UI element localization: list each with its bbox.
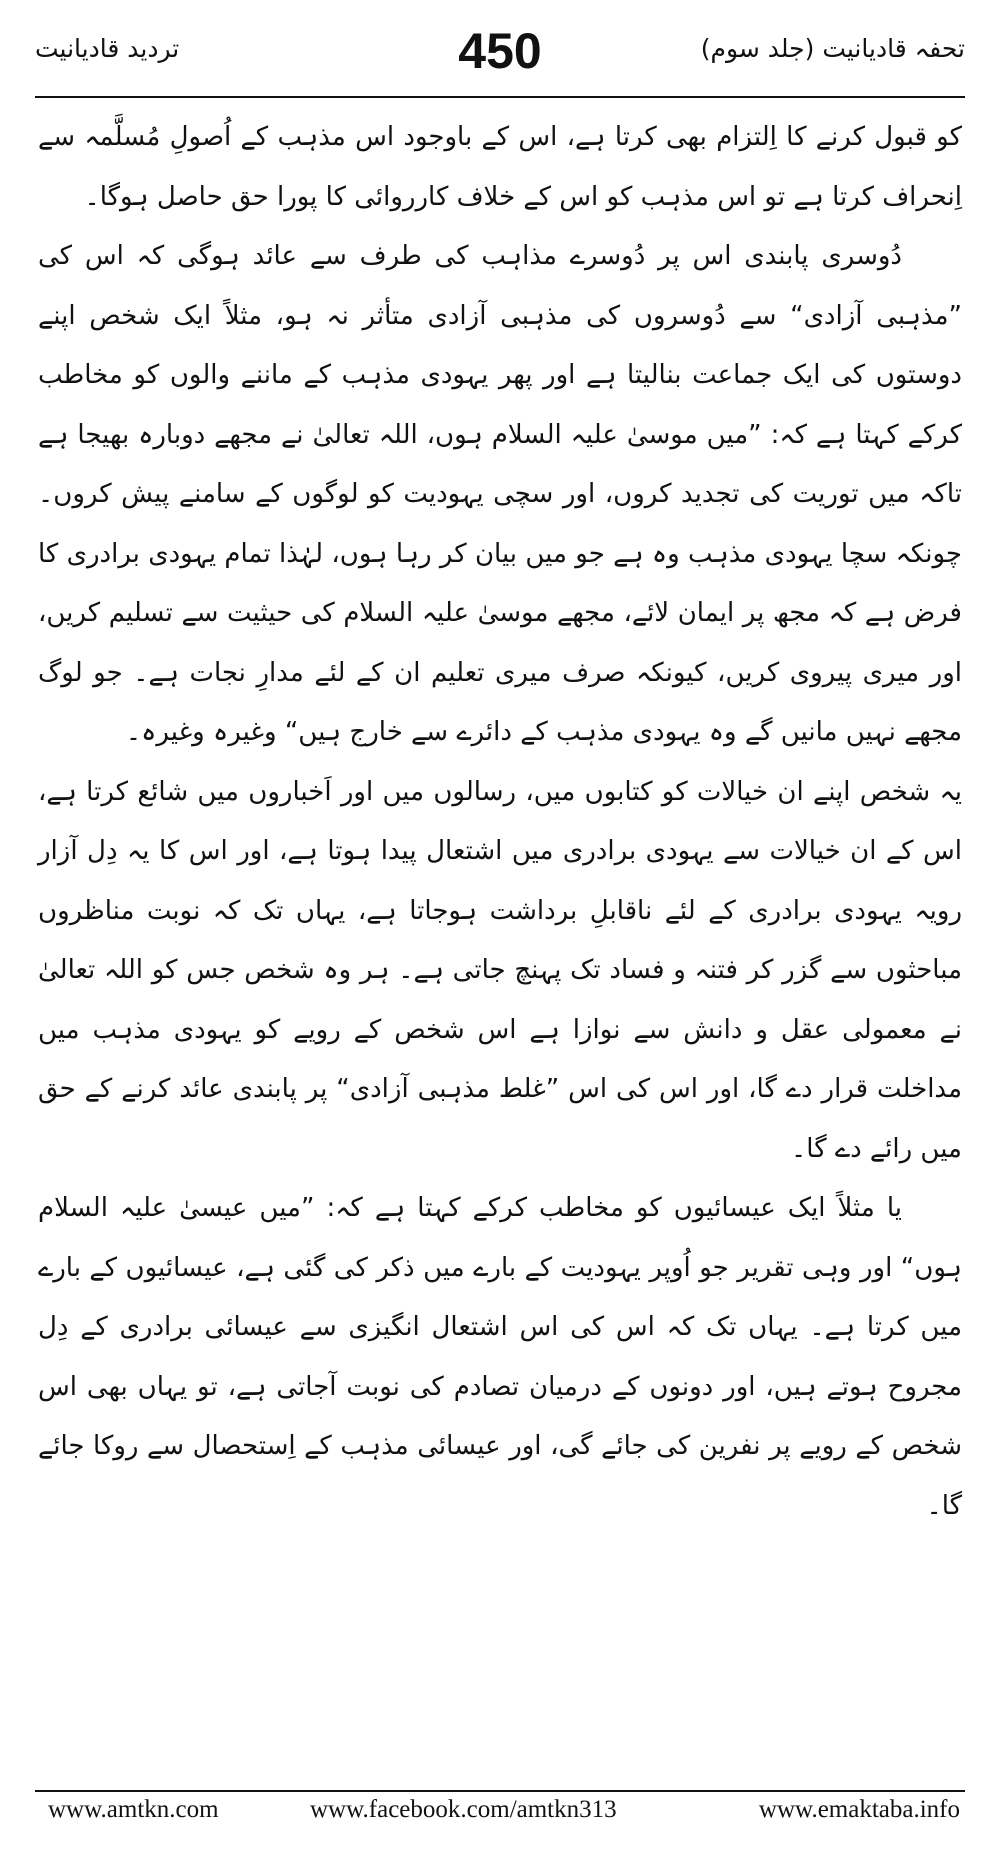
page-number: 450 (458, 23, 542, 79)
page-body (38, 108, 962, 1536)
footer-divider (35, 1790, 965, 1792)
paragraph-2: دُوسری پابندی اس پر دُوسرے مذاہب کی طرف سے عائد ہوگی کہ اس کی ”مذہبی آزادی“ سے دُوسروں کی مذہبی آزادی متأثر نہ ہو، مثلاً ایک شخص اپنے دوستوں کی ایک جماعت بنالیتا ہے اور پھر یہودی مذہب کے ماننے والوں کو مخاطب کرکے کہتا ہے کہ: ”میں موسیٰ علیہ السلام ہوں، اللہ تعالیٰ نے مجھے دوبارہ بھیجا ہے تاکہ میں توریت کی تجدید کروں، اور سچی یہودیت کو لوگوں کے سامنے پیش کروں۔ چونکہ سچا یہودی مذہب وہ ہے جو میں بیان کر رہا ہوں، لہٰذا تمام یہودی برادری کا فرض ہے کہ مجھ پر ایمان لائے، مجھے موسیٰ علیہ السلام کی حیثیت سے تسلیم کریں، اور میری پیروی کریں، کیونکہ صرف میری تعلیم ان کے لئے مدارِ نجات ہے۔ جو لوگ مجھے نہیں مانیں گے وہ یہودی مذہب کے دائرے سے خارج ہیں“ وغیرہ وغیرہ۔ (38, 241, 962, 747)
section-title: تردید قادیانیت (35, 34, 180, 63)
header-divider (35, 96, 965, 98)
page-header (35, 20, 965, 100)
footer-link-amtkn[interactable]: www.amtkn.com (48, 1796, 219, 1823)
paragraph-3: یہ شخص اپنے ان خیالات کو کتابوں میں، رسالوں میں اور اَخباروں میں شائع کرتا ہے، اس کے ان خیالات سے یہودی برادری میں اشتعال پیدا ہوتا ہے، اور اس کا یہ دِل آزار رویہ یہودی برادری کے لئے ناقابلِ برداشت ہوجاتا ہے، یہاں تک کہ نوبت مناظروں مباحثوں سے گزر کر فتنہ و فساد تک پہنچ جاتی ہے۔ ہر وہ شخص جس کو اللہ تعالیٰ نے معمولی عقل و دانش سے نوازا ہے اس شخص کے رویے کو یہودی مذہب میں مداخلت قرار دے گا، اور اس کی اس ”غلط مذہبی آزادی“ پر پابندی عائد کرنے کے حق میں رائے دے گا۔ (38, 776, 962, 1164)
book-title: تحفہ قادیانیت (جلد سوم) (700, 34, 965, 63)
footer-link-facebook[interactable]: www.facebook.com/amtkn313 (310, 1796, 617, 1823)
page-footer (48, 1796, 960, 1836)
paragraph-1: کو قبول کرنے کا اِلتزام بھی کرتا ہے، اس کے باوجود اس مذہب کے اُصولِ مُسلَّمہ سے اِنحراف کرتا ہے تو اس مذہب کو اس کے خلاف کارروائی کا پورا حق حاصل ہوگا۔ (38, 122, 962, 212)
footer-link-emaktaba[interactable]: www.emaktaba.info (758, 1796, 960, 1823)
paragraph-4: یا مثلاً ایک عیسائیوں کو مخاطب کرکے کہتا ہے کہ: ”میں عیسیٰ علیہ السلام ہوں“ اور وہی تقریر جو اُوپر یہودیت کے بارے میں ذکر کی گئی ہے، عیسائیوں کے بارے میں کرتا ہے۔ یہاں تک کہ اس کی اس اشتعال انگیزی سے عیسائی برادری کے دِل مجروح ہوتے ہیں، اور دونوں کے درمیان تصادم کی نوبت آجاتی ہے، تو یہاں بھی اس شخص کے رویے پر نفرین کی جائے گی، اور عیسائی مذہب کے اِستحصال سے روکا جائے گا۔ (38, 1193, 962, 1521)
